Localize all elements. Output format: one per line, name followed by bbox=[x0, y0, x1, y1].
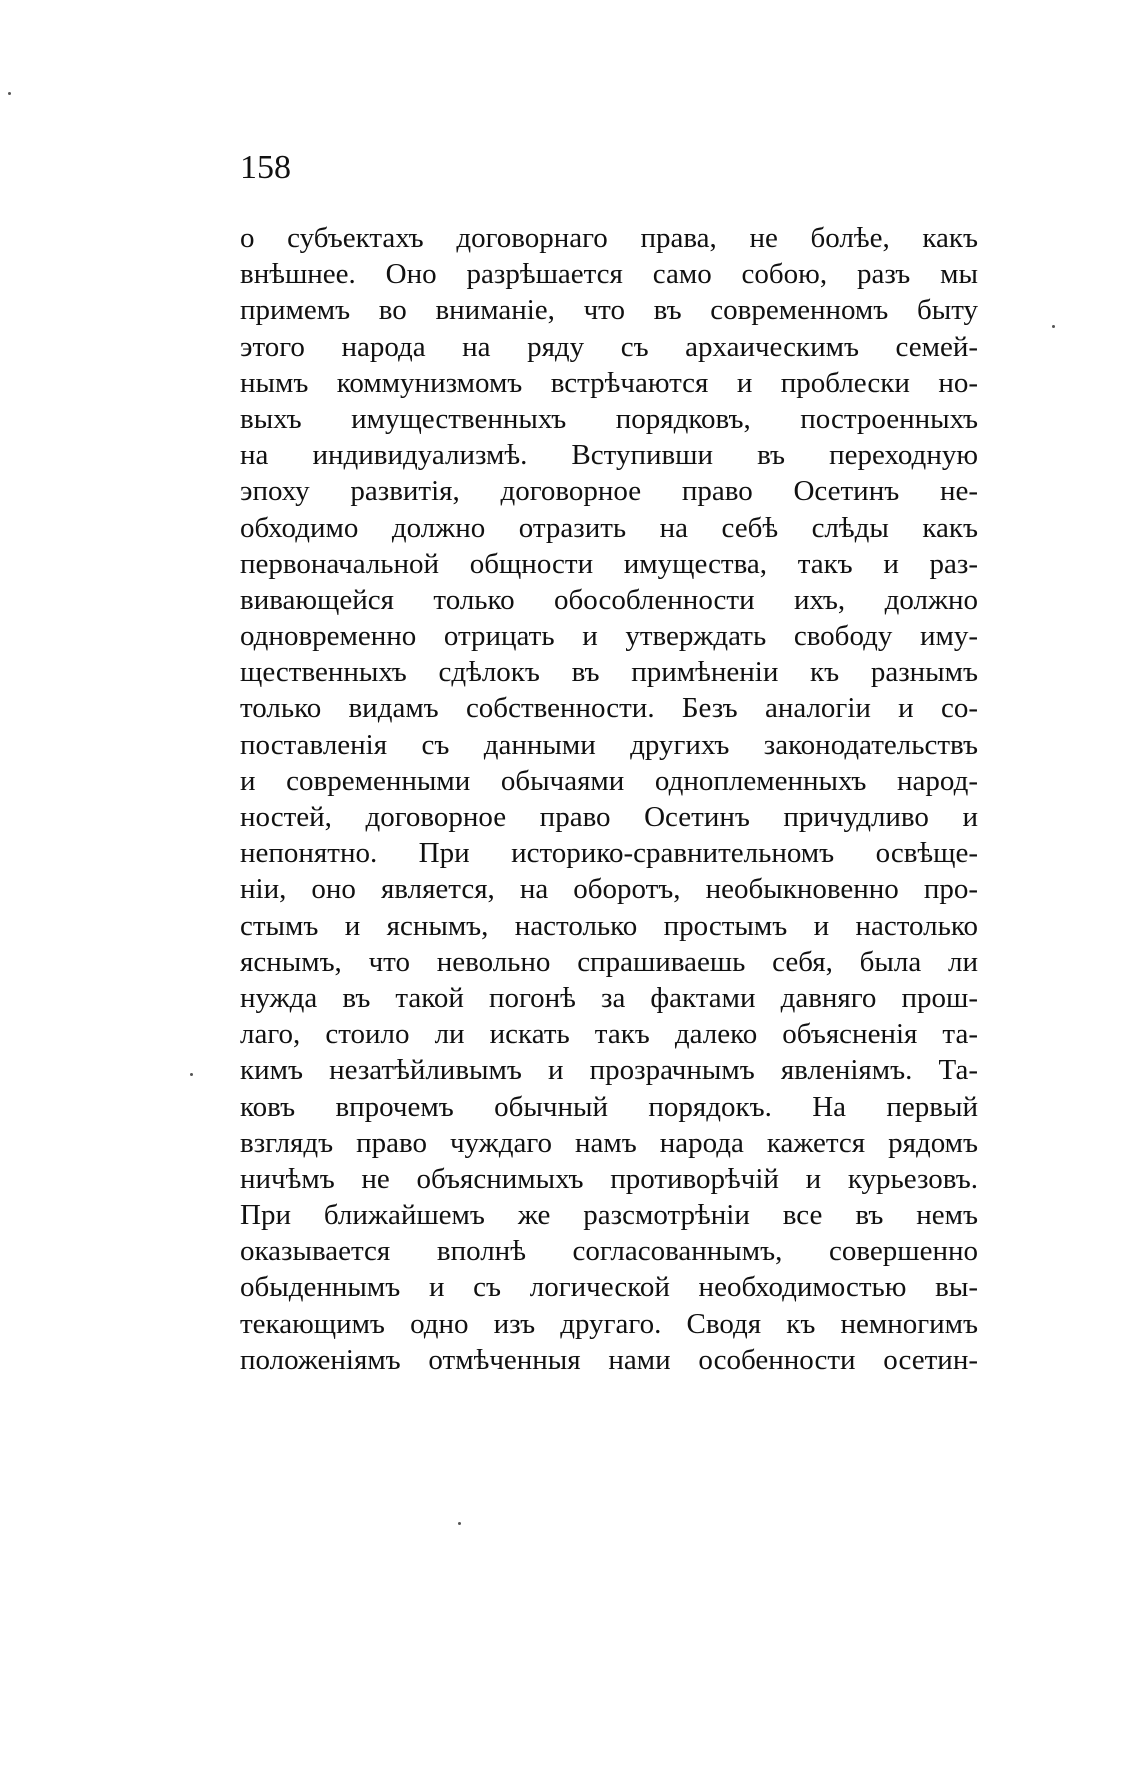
text-line: При ближайшемъ же разсмотрѣніи все въ немъ bbox=[240, 1199, 978, 1232]
text-line: внѣшнее. Оно разрѣшается само собою, разъ мы bbox=[240, 258, 978, 291]
body-text bbox=[240, 220, 978, 1378]
text-line: ничѣмъ не объяснимыхъ противорѣчій и курьезовъ. bbox=[240, 1162, 978, 1195]
text-line: первоначальной общности имущества, такъ и раз- bbox=[240, 547, 978, 580]
scan-speck bbox=[8, 92, 11, 95]
text-line: поставленія съ данными другихъ законодательствъ bbox=[240, 728, 978, 761]
text-line: обходимо должно отразить на себѣ слѣды какъ bbox=[240, 511, 978, 544]
text-line: щественныхъ сдѣлокъ въ примѣненіи къ разнымъ bbox=[240, 656, 978, 689]
scan-speck bbox=[190, 1073, 193, 1076]
text-line: нымъ коммунизмомъ встрѣчаются и проблески но- bbox=[240, 366, 978, 399]
text-line: лаго, стоило ли искать такъ далеко объясненія та- bbox=[240, 1018, 978, 1051]
text-line: ніи, оно является, на оборотъ, необыкновенно про- bbox=[240, 873, 978, 906]
text-line: кимъ незатѣйливымъ и прозрачнымъ явленіямъ. Та- bbox=[240, 1054, 978, 1087]
text-line: только видамъ собственности. Безъ аналогіи и со- bbox=[240, 692, 978, 725]
text-line: и современными обычаями одноплеменныхъ народ- bbox=[240, 764, 978, 797]
text-line: этого народа на ряду съ архаическимъ семей- bbox=[240, 330, 978, 363]
page-number: 158 bbox=[240, 149, 291, 186]
text-line: одновременно отрицать и утверждать свободу иму- bbox=[240, 620, 978, 653]
text-line: положеніямъ отмѣченныя нами особенности осетин- bbox=[240, 1343, 978, 1376]
text-line: выхъ имущественныхъ порядковъ, построенныхъ bbox=[240, 402, 978, 435]
text-line: обыденнымъ и съ логической необходимостью вы- bbox=[240, 1271, 978, 1304]
text-line: яснымъ, что невольно спрашиваешь себя, была ли bbox=[240, 945, 978, 978]
text-line: взглядъ право чуждаго намъ народа кажется рядомъ bbox=[240, 1126, 978, 1159]
text-line: примемъ во вниманіе, что въ современномъ быту bbox=[240, 294, 978, 327]
text-line: ностей, договорное право Осетинъ причудливо и bbox=[240, 801, 978, 833]
text-line: стымъ и яснымъ, настолько простымъ и настолько bbox=[240, 909, 978, 942]
text-line: оказывается вполнѣ согласованнымъ, совершенно bbox=[240, 1235, 978, 1268]
text-line: текающимъ одно изъ другаго. Сводя къ немногимъ bbox=[240, 1307, 978, 1340]
scan-speck bbox=[1052, 325, 1055, 328]
text-line: ковъ впрочемъ обычный порядокъ. На первый bbox=[240, 1090, 978, 1123]
text-line: на индивидуализмѣ. Вступивши въ переходную bbox=[240, 439, 978, 472]
text-line: непонятно. При историко-сравнительномъ освѣще- bbox=[240, 837, 978, 870]
text-line: вивающейся только обособленности ихъ, должно bbox=[240, 583, 978, 616]
text-line: нужда въ такой погонѣ за фактами давняго прош- bbox=[240, 981, 978, 1014]
text-line: о субъектахъ договорнаго права, не болѣе, какъ bbox=[240, 222, 978, 254]
text-line: эпоху развитія, договорное право Осетинъ не- bbox=[240, 475, 978, 508]
scan-speck bbox=[458, 1522, 461, 1525]
